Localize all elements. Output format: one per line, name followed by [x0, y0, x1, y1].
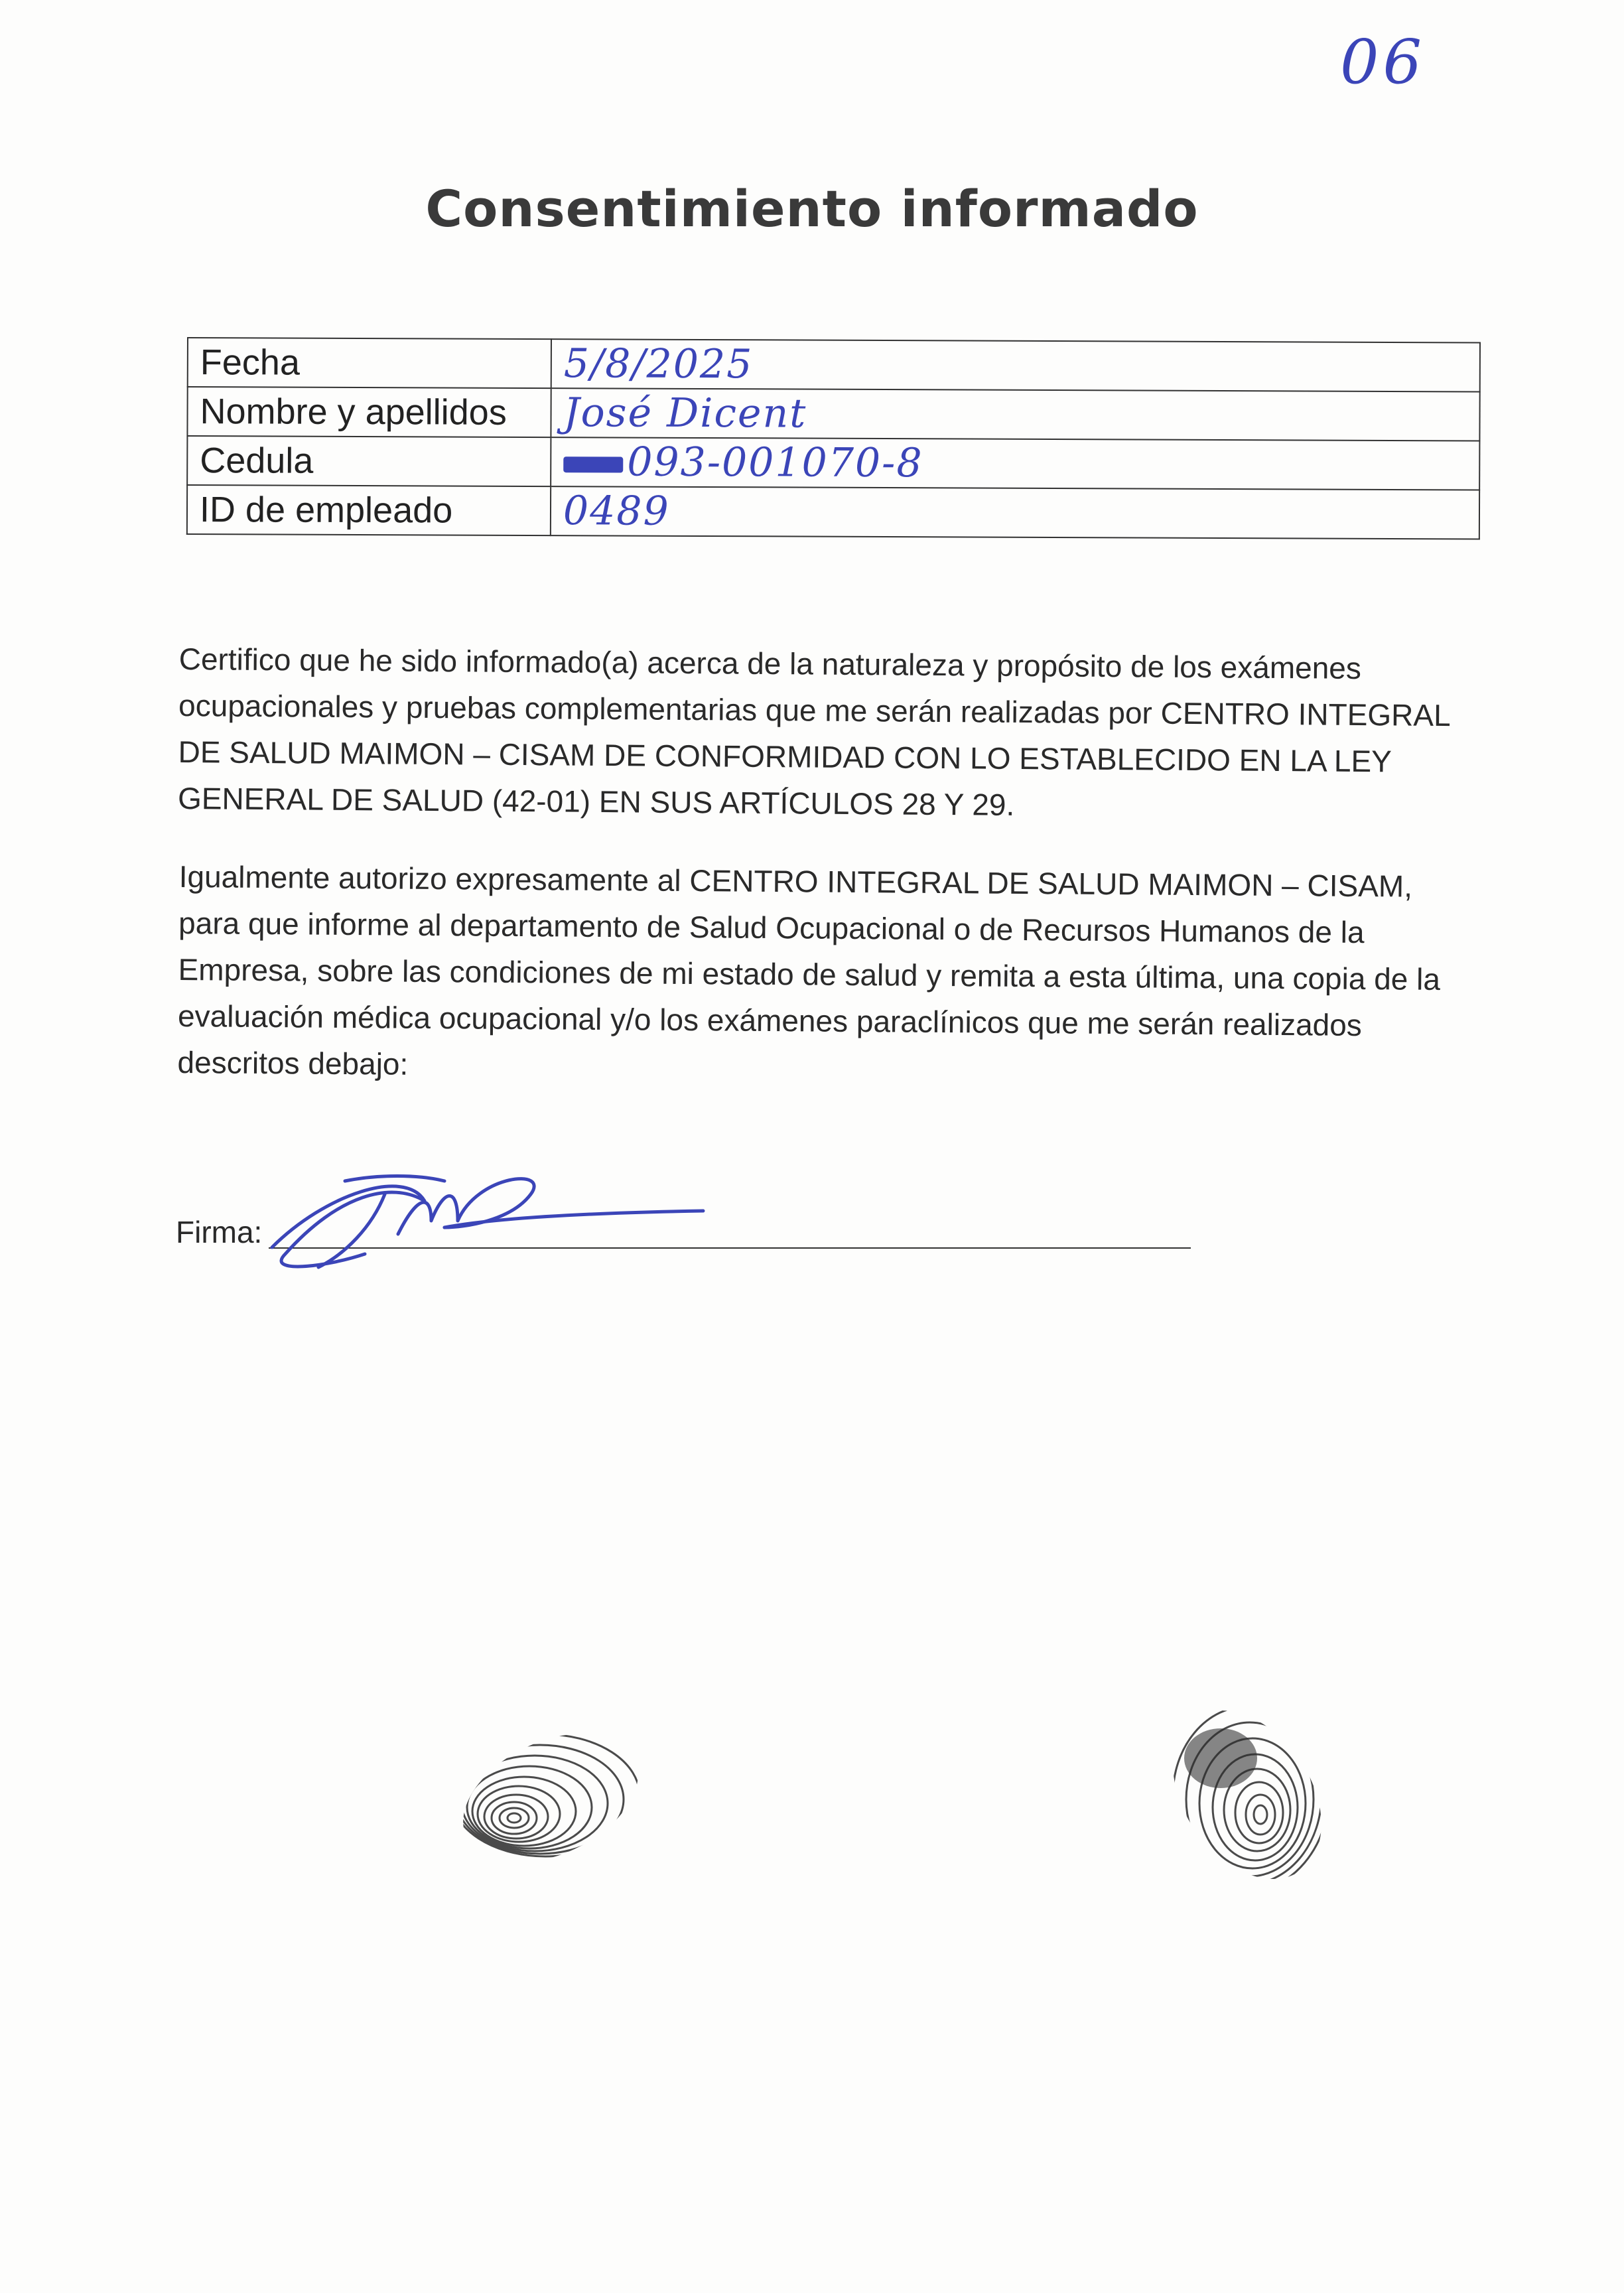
page-number: 06 — [1340, 27, 1426, 98]
table-row — [187, 436, 1479, 490]
table-row — [187, 485, 1479, 539]
cedula-cell — [551, 437, 1479, 490]
consent-paragraph-1: Certifico que he sido informado(a) acerca de la naturaleza y propósito de los exámenes ocupacionales y pruebas complementarias que me serán realizadas por CENTRO INTEGRAL DE SALUD MAIMON – CISAM DE CONFORMIDAD CON LO ESTABLECIDO EN LA LEY GENERAL DE SALUD (42-01) EN SUS ARTÍCULOS 28 Y 29. — [177, 641, 1450, 822]
nombre-value: José Dicent — [551, 388, 1479, 441]
info-table — [186, 337, 1481, 539]
fecha-label: Fecha — [188, 338, 551, 388]
fingerprint-right — [1148, 1699, 1347, 1891]
page-title: Consentimiento informado — [425, 179, 1199, 238]
firma-label: Firma: — [176, 1215, 263, 1249]
table-row — [187, 387, 1479, 441]
consent-paragraph-2: Igualmente autorizo expresamente al CENTRO INTEGRAL DE SALUD MAIMON – CISAM, para que informe al departamento de Salud Ocupacional o de Recursos Humanos de la Empresa, sobre las condiciones de mi estado de salud y remita a esta última, una copia de la evaluación médica ocupacional y/o los exámenes paraclínicos que me serán realizados descritos debajo: — [177, 859, 1441, 1081]
handwritten-signature — [245, 1154, 710, 1281]
id-empleado-value: 0489 — [551, 486, 1479, 539]
cedula-value: 093-001070-8 — [627, 439, 923, 487]
cedula-label: Cedula — [187, 436, 551, 486]
nombre-label: Nombre y apellidos — [187, 387, 551, 437]
id-empleado-label: ID de empleado — [187, 485, 551, 535]
table-row — [188, 338, 1480, 391]
fecha-value: 5/8/2025 — [551, 339, 1480, 391]
scribbled-out-mark — [563, 457, 623, 473]
fingerprint-left — [451, 1725, 650, 1871]
